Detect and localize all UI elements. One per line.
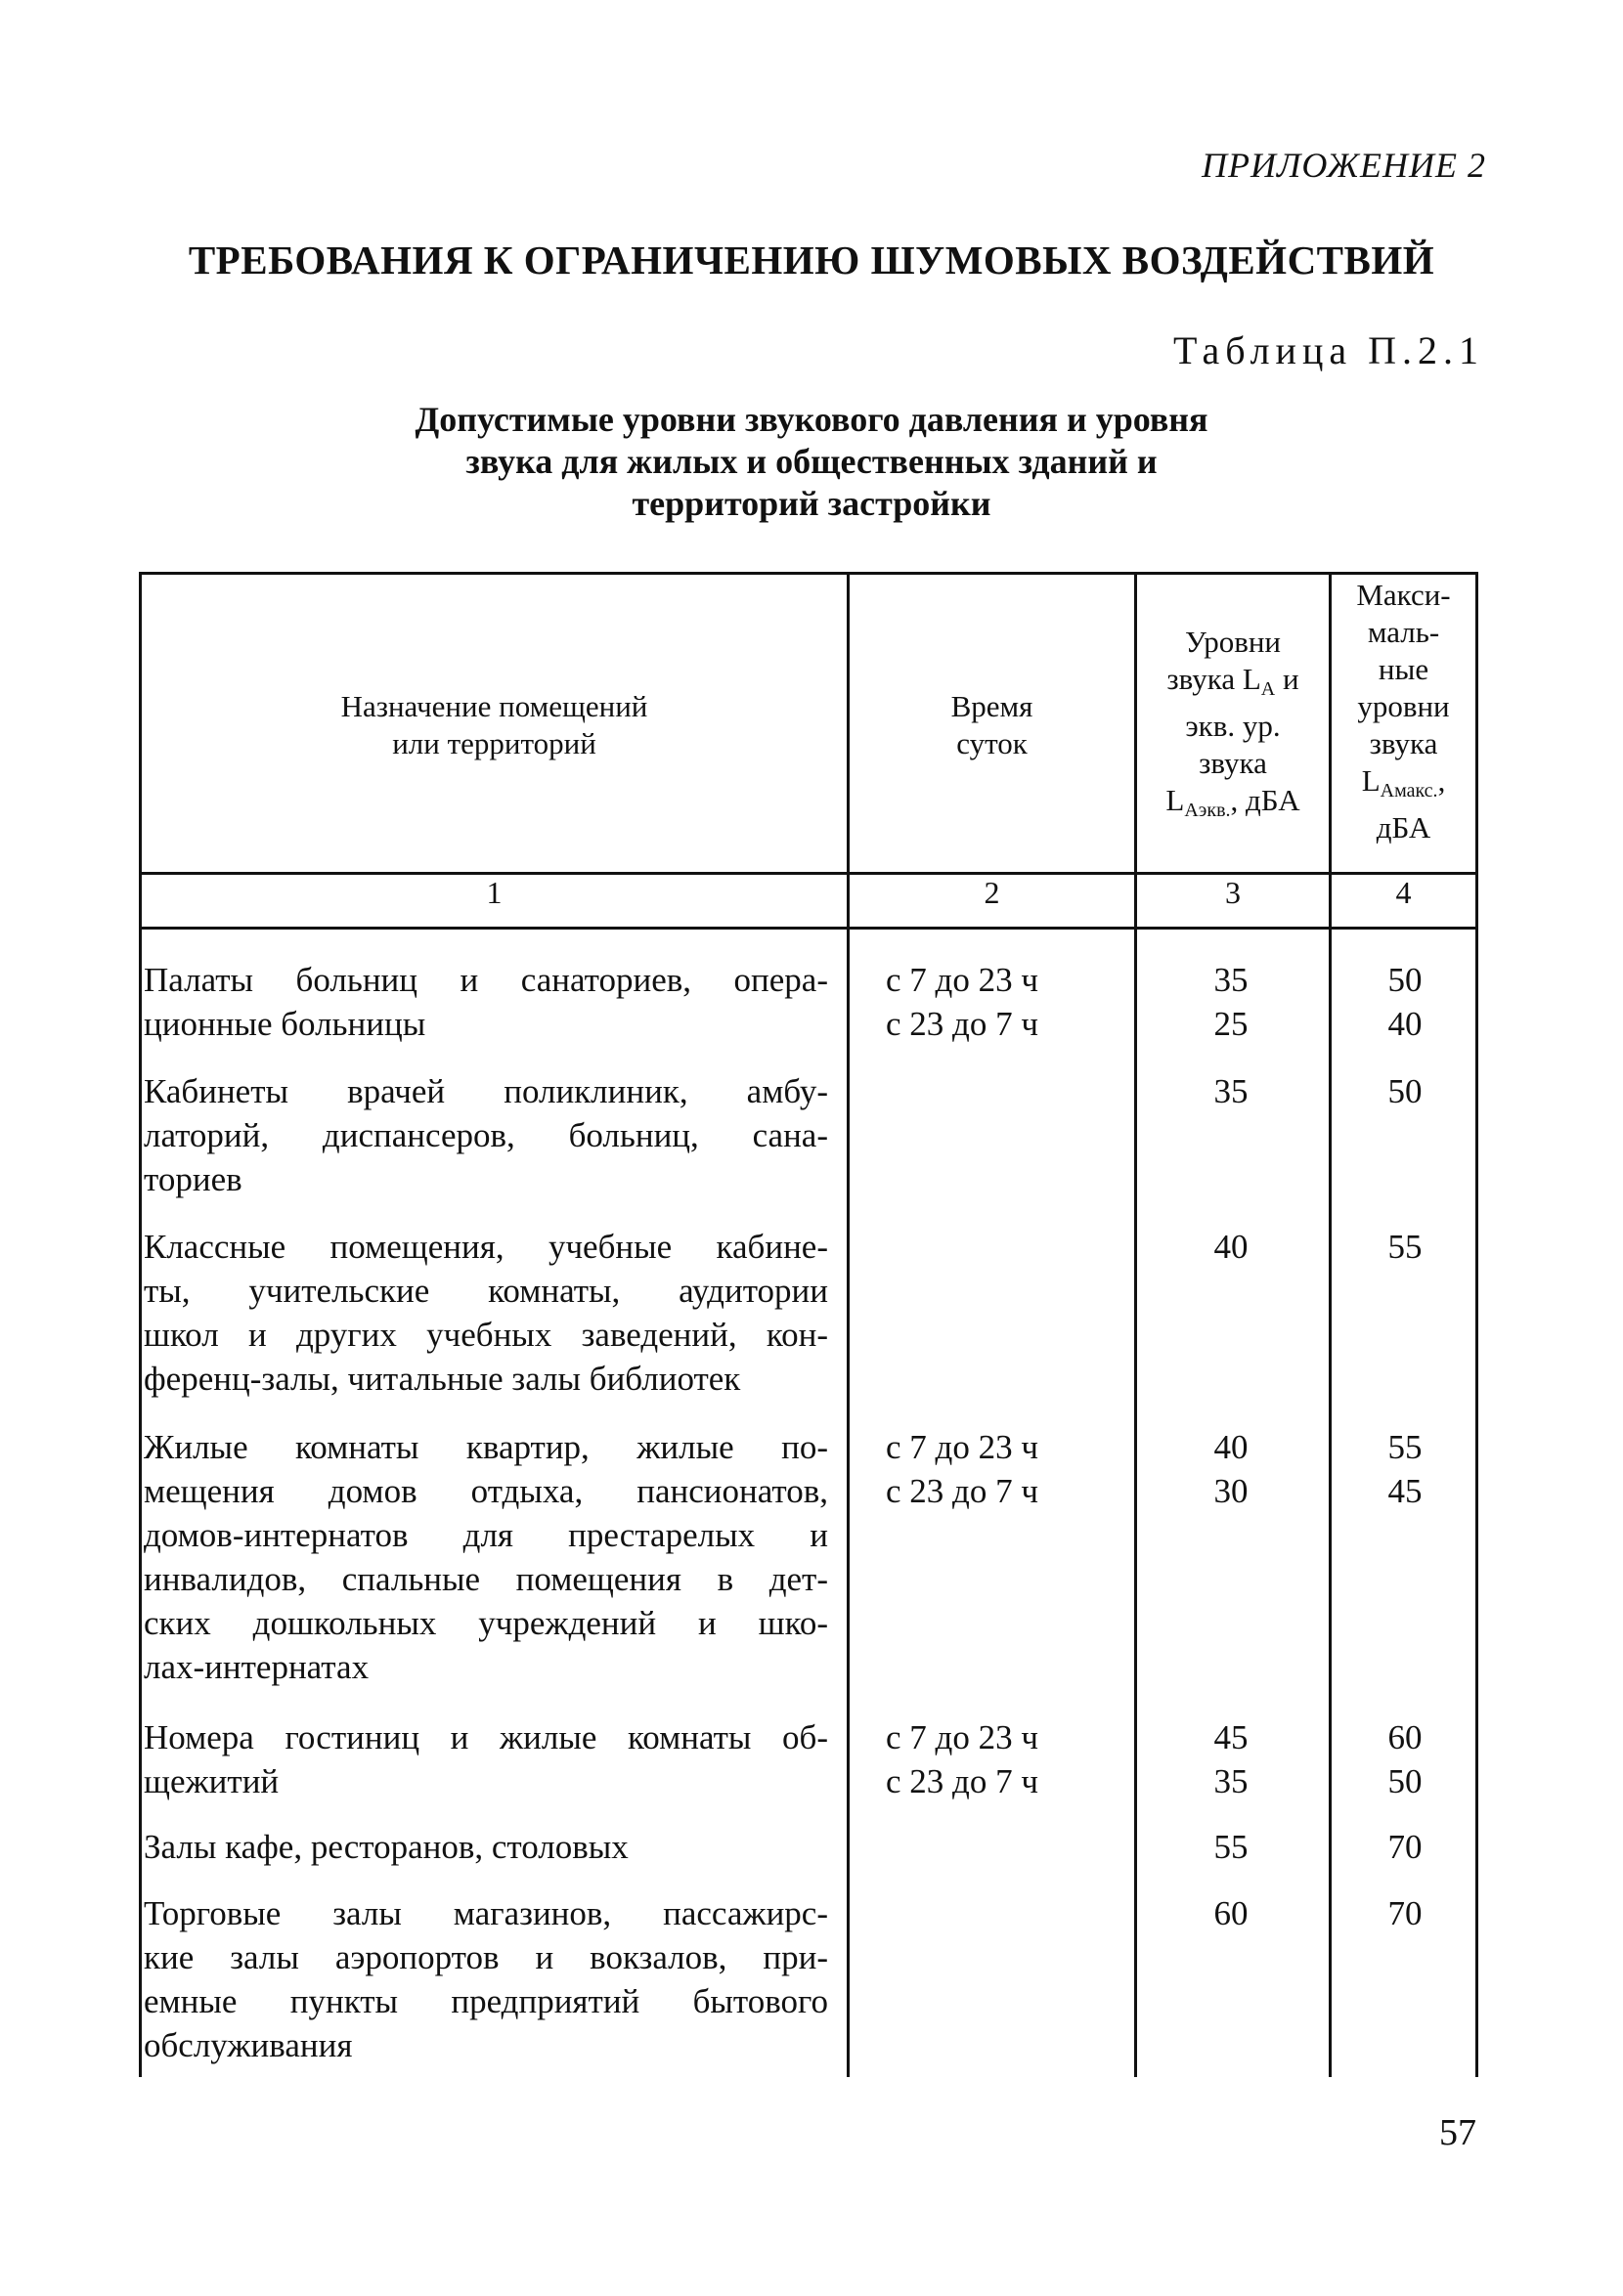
table-top-border	[139, 572, 1478, 575]
row-sound-level: 40	[1213, 1228, 1249, 1266]
row-purpose: Залы кафе, ресторанов, столовых	[144, 1828, 629, 1866]
row-time: с 7 до 23 ч с 23 до 7 ч	[886, 1428, 1038, 1510]
row-time: с 7 до 23 ч с 23 до 7 ч	[886, 1718, 1038, 1800]
page-number: 57	[1439, 2112, 1476, 2153]
column-number: 2	[984, 875, 1000, 910]
row-purpose: Кабинеты врачей поликлиник, амбу- латорий, диспансеров, больниц, сана- ториев	[144, 1072, 828, 1198]
header-sound-level: Уровни звука $L_A$ и экв. ур. звука $L_{Аэкв.}$, дБА	[1165, 625, 1300, 821]
column-divider	[847, 572, 850, 2077]
column-number: 1	[486, 875, 503, 910]
table-caption-line: Допустимые уровни звукового давления и уровня	[415, 400, 1208, 439]
table-label: Таблица П.2.1	[1173, 328, 1484, 372]
header-max-sound-level: Макси- маль- ные уровни звука $L_{Амакс.}$, дБА	[1356, 578, 1451, 845]
appendix-label: ПРИЛОЖЕНИЕ 2	[1202, 146, 1486, 185]
row-purpose: Торговые залы магазинов, пассажирс- кие залы аэропортов и вокзалов, при- емные пункты предприятий бытового обслуживания	[144, 1894, 828, 2064]
page-title: ТРЕБОВАНИЯ К ОГРАНИЧЕНИЮ ШУМОВЫХ ВОЗДЕЙСТВИЙ	[188, 238, 1435, 282]
row-purpose: Жилые комнаты квартир, жилые по- мещения домов отдыха, пансионатов, домов-интернатов для престарелых и инвалидов, спальные помещения в дет- ских дошкольных учреждений и шко- лах-интернатах	[144, 1428, 828, 1686]
row-sound-level: 45 35	[1213, 1718, 1249, 1800]
header-purpose: Назначение помещений или территорий	[340, 689, 648, 760]
row-max-sound-level: 55	[1387, 1228, 1423, 1266]
row-sound-level: 35 25	[1213, 961, 1249, 1043]
column-number-bottom-border	[139, 927, 1478, 930]
table-left-border	[139, 572, 142, 2077]
row-max-sound-level: 60 50	[1387, 1718, 1423, 1800]
table-caption-line: территорий застройки	[632, 484, 991, 523]
column-number: 4	[1395, 875, 1412, 910]
row-sound-level: 60	[1213, 1894, 1249, 1932]
row-purpose: Палаты больниц и санаториев, опера- ционные больницы	[144, 961, 828, 1043]
header-time-of-day: Время суток	[950, 689, 1033, 760]
row-max-sound-level: 50 40	[1387, 961, 1423, 1043]
row-max-sound-level: 70	[1387, 1828, 1423, 1866]
row-max-sound-level: 70	[1387, 1894, 1423, 1932]
row-sound-level: 35	[1213, 1072, 1249, 1110]
row-time: с 7 до 23 ч с 23 до 7 ч	[886, 961, 1038, 1043]
row-sound-level: 55	[1213, 1828, 1249, 1866]
row-purpose: Классные помещения, учебные кабине- ты, учительские комнаты, аудитории школ и других учебных заведений, кон- ференц-залы, читальные залы библиотек	[144, 1228, 828, 1398]
column-number: 3	[1225, 875, 1241, 910]
row-sound-level: 40 30	[1213, 1428, 1249, 1510]
table-caption-line: звука для жилых и общественных зданий и	[465, 442, 1158, 481]
row-purpose: Номера гостиниц и жилые комнаты об- щежитий	[144, 1718, 828, 1800]
row-max-sound-level: 55 45	[1387, 1428, 1423, 1510]
row-max-sound-level: 50	[1387, 1072, 1423, 1110]
